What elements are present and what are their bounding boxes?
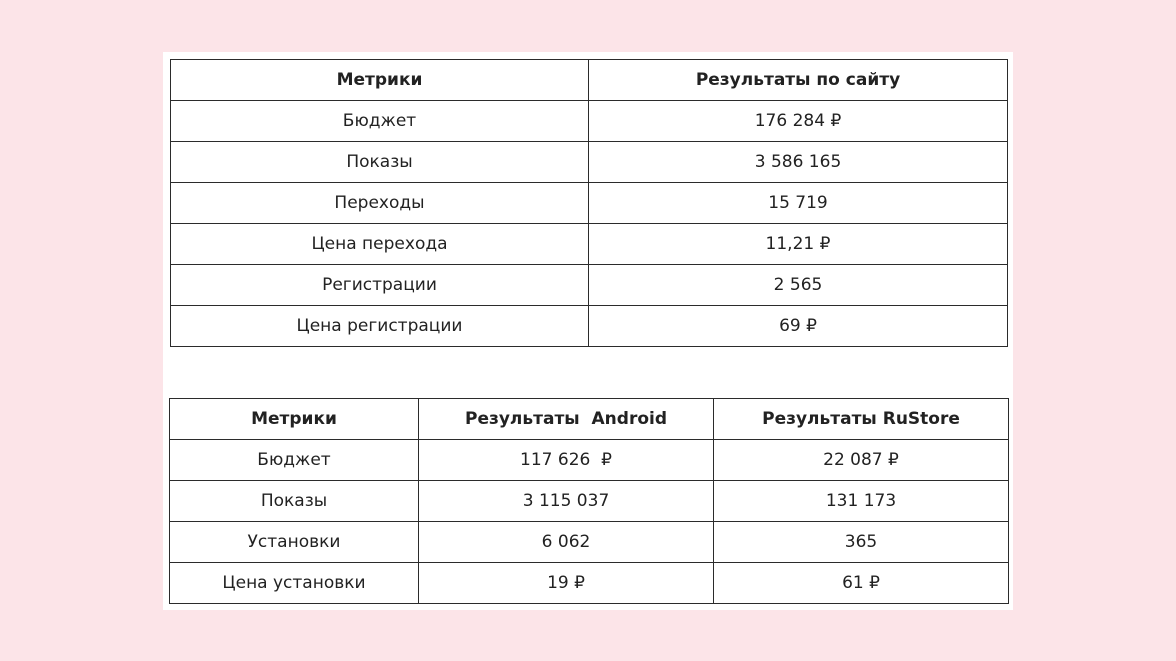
rustore-value: 131 173 [714,481,1009,522]
rustore-value: 365 [714,522,1009,563]
rustore-value: 22 087 ₽ [714,440,1009,481]
android-value: 19 ₽ [419,563,714,604]
metric-label: Переходы [171,183,589,224]
android-value: 3 115 037 [419,481,714,522]
table-row [170,481,1009,522]
android-value: 6 062 [419,522,714,563]
metric-value: 15 719 [589,183,1008,224]
table-header-row [171,60,1008,101]
metric-value: 176 284 ₽ [589,101,1008,142]
metric-label: Показы [170,481,419,522]
metric-value: 11,21 ₽ [589,224,1008,265]
table-row [171,224,1008,265]
metric-value: 69 ₽ [589,306,1008,347]
header-metrics: Метрики [170,399,419,440]
table-row [171,183,1008,224]
metric-label: Показы [171,142,589,183]
metric-value: 3 586 165 [589,142,1008,183]
metric-value: 2 565 [589,265,1008,306]
table-row [170,440,1009,481]
metric-label: Цена установки [170,563,419,604]
table-row [171,265,1008,306]
site-results-table [170,59,1008,347]
metric-label: Цена регистрации [171,306,589,347]
header-site-results: Результаты по сайту [589,60,1008,101]
app-results-table [169,398,1009,604]
results-card [163,52,1013,610]
android-value: 117 626 ₽ [419,440,714,481]
metric-label: Бюджет [171,101,589,142]
metric-label: Регистрации [171,265,589,306]
table-row [170,563,1009,604]
rustore-value: 61 ₽ [714,563,1009,604]
table-row [171,142,1008,183]
header-rustore-results: Результаты RuStore [714,399,1009,440]
table-row [171,101,1008,142]
table-row [171,306,1008,347]
header-android-results: Результаты Android [419,399,714,440]
header-metrics: Метрики [171,60,589,101]
table-row [170,522,1009,563]
metric-label: Установки [170,522,419,563]
metric-label: Цена перехода [171,224,589,265]
metric-label: Бюджет [170,440,419,481]
table-header-row [170,399,1009,440]
